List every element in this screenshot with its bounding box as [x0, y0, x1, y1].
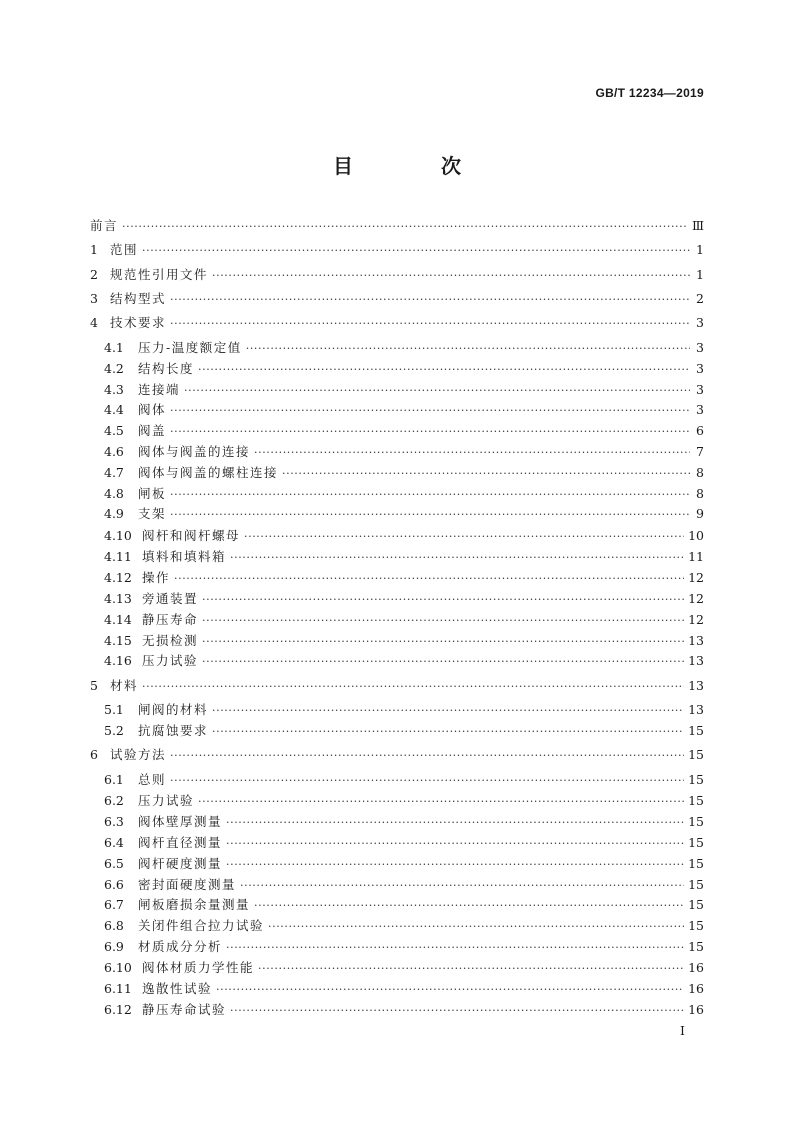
toc-entry-page: 15	[688, 723, 704, 738]
toc-leader-dots	[212, 701, 684, 721]
toc-entry-page: 13	[688, 653, 704, 668]
toc-entry-page: 15	[688, 747, 704, 762]
toc-leader-dots	[170, 314, 690, 334]
toc-leader-dots	[244, 527, 684, 547]
toc-entry-label: 阀杆直径测量	[138, 835, 223, 850]
toc-entry-page: 15	[688, 814, 704, 829]
toc-entry[interactable]	[90, 676, 704, 696]
toc-leader-dots	[122, 217, 688, 237]
toc-entry-page: 15	[688, 939, 704, 954]
toc-leader-dots	[254, 443, 690, 463]
page-title: 目 次	[333, 154, 495, 178]
toc-entry-page: 15	[688, 835, 704, 850]
toc-leader-dots	[170, 746, 684, 766]
toc-entry-number: 4.7	[104, 465, 124, 480]
toc-leader-dots	[240, 876, 684, 896]
toc-entry-page: 8	[696, 465, 704, 480]
toc-entry-number: 4.2	[104, 361, 124, 376]
toc-entry-label: 连接端	[138, 382, 181, 397]
toc-entry[interactable]	[104, 791, 704, 811]
toc-entry-page: 13	[688, 633, 704, 648]
toc-entry[interactable]	[104, 1000, 704, 1020]
toc-entry-label: 静压寿命试验	[142, 1002, 227, 1017]
toc-entry-number: 4.14	[104, 612, 132, 627]
toc-entry-number: 4.4	[104, 402, 124, 417]
toc-leader-dots	[198, 360, 690, 380]
toc-entry[interactable]	[90, 289, 704, 309]
toc-entry-number: 4.8	[104, 486, 124, 501]
toc-entry-number: 4.5	[104, 423, 124, 438]
toc-entry-label: 闸板磨损余量测量	[138, 897, 251, 912]
toc-entry-label: 无损检测	[142, 633, 199, 648]
toc-entry-page: 8	[696, 486, 704, 501]
toc-entry[interactable]	[104, 400, 704, 420]
toc-entry-number: 6.11	[104, 981, 132, 996]
toc-entry-label: 阀体材质力学性能	[142, 960, 255, 975]
toc-entry-label: 技术要求	[110, 315, 167, 330]
toc-entry-label: 逸散性试验	[142, 981, 213, 996]
toc-entry-page: 15	[688, 897, 704, 912]
toc-entry-page: 9	[696, 506, 704, 521]
toc-entry[interactable]	[104, 526, 704, 546]
toc-leader-dots	[202, 632, 684, 652]
toc-entry[interactable]	[104, 504, 704, 524]
toc-entry-number: 5.2	[104, 723, 124, 738]
toc-leader-dots	[212, 722, 684, 742]
toc-entry[interactable]	[104, 589, 704, 609]
toc-leader-dots	[198, 792, 684, 812]
toc-entry-number: 6.9	[104, 939, 124, 954]
toc-entry-label: 操作	[142, 570, 171, 585]
toc-entry-label: 密封面硬度测量	[138, 877, 237, 892]
toc-entry-number: 4.9	[104, 506, 124, 521]
toc-entry-number: 4.13	[104, 591, 132, 606]
toc-leader-dots	[226, 855, 684, 875]
toc-entry[interactable]	[104, 610, 704, 630]
toc-entry-number: 4.3	[104, 382, 124, 397]
toc-entry-number: 5	[90, 678, 98, 693]
toc-entry-page: 1	[696, 267, 704, 282]
toc-entry-label: 关闭件组合拉力试验	[138, 918, 265, 933]
toc-entry-number: 4.11	[104, 549, 132, 564]
toc-entry-label: 前言	[90, 218, 119, 233]
toc-entry-number: 6	[90, 747, 98, 762]
toc-entry-page: 16	[688, 1002, 704, 1017]
toc-leader-dots	[184, 381, 690, 401]
toc-entry[interactable]	[104, 895, 704, 915]
toc-leader-dots	[226, 813, 684, 833]
toc-entry-number: 4.16	[104, 653, 132, 668]
toc-entry-label: 试验方法	[110, 747, 167, 762]
toc-entry-label: 压力-温度额定值	[138, 340, 242, 355]
toc-entry[interactable]	[104, 812, 704, 832]
toc-entry[interactable]	[104, 463, 704, 483]
toc-entry-number: 5.1	[104, 702, 124, 717]
page-number: I	[680, 1023, 685, 1038]
toc-entry-label: 阀杆硬度测量	[138, 856, 223, 871]
toc-entry-label: 范围	[110, 242, 139, 257]
toc-entry-label: 支架	[138, 506, 167, 521]
toc-entry-number: 6.10	[104, 960, 132, 975]
toc-entry-number: 4.10	[104, 528, 132, 543]
toc-leader-dots	[170, 422, 690, 442]
toc-entry-page: 15	[688, 877, 704, 892]
toc-entry-number: 6.4	[104, 835, 124, 850]
toc-entry-page: 3	[696, 315, 704, 330]
toc-leader-dots	[170, 401, 690, 421]
toc-leader-dots	[230, 1001, 684, 1021]
toc-entry-number: 6.5	[104, 856, 124, 871]
toc-entry-number: 6.3	[104, 814, 124, 829]
toc-entry-label: 闸阀的材料	[138, 702, 209, 717]
toc-entry[interactable]	[104, 631, 704, 651]
toc-entry[interactable]	[104, 338, 704, 358]
toc-entry[interactable]	[104, 359, 704, 379]
toc-entry[interactable]	[90, 745, 704, 765]
toc-entry[interactable]	[104, 547, 704, 567]
toc-entry-label: 阀杆和阀杆螺母	[142, 528, 241, 543]
toc-entry[interactable]	[104, 721, 704, 741]
toc-entry-label: 压力试验	[138, 793, 195, 808]
toc-entry-page: 16	[688, 981, 704, 996]
toc-entry[interactable]	[104, 958, 704, 978]
toc-entry-label: 规范性引用文件	[110, 267, 209, 282]
toc-entry[interactable]	[104, 770, 704, 790]
toc-entry[interactable]	[104, 484, 704, 504]
toc-entry-page: 15	[688, 793, 704, 808]
toc-leader-dots	[230, 548, 684, 568]
toc-leader-dots	[170, 505, 690, 525]
toc-entry[interactable]	[104, 875, 704, 895]
toc-entry[interactable]	[104, 833, 704, 853]
toc-entry[interactable]	[104, 700, 704, 720]
toc-entry-label: 阀体	[138, 402, 167, 417]
toc-entry[interactable]	[90, 313, 704, 333]
toc-entry-page: 1	[696, 242, 704, 257]
toc-entry-label: 旁通装置	[142, 591, 199, 606]
toc-leader-dots	[170, 290, 690, 310]
toc-entry-number: 4.15	[104, 633, 132, 648]
toc-leader-dots	[212, 266, 690, 286]
toc-leader-dots	[170, 771, 684, 791]
toc-entry-number: 4.12	[104, 570, 132, 585]
toc-leader-dots	[174, 569, 684, 589]
toc-entry-number: 6.2	[104, 793, 124, 808]
toc-entry[interactable]	[104, 380, 704, 400]
toc-entry-page: 11	[688, 549, 704, 564]
toc-leader-dots	[202, 652, 684, 672]
toc-entry-page: 10	[688, 528, 704, 543]
toc-entry[interactable]	[104, 568, 704, 588]
toc-entry-page: 3	[696, 361, 704, 376]
toc-entry-page: 7	[696, 444, 704, 459]
toc-entry-page: Ⅲ	[691, 218, 704, 233]
toc-entry-page: 12	[688, 612, 704, 627]
toc-entry[interactable]	[104, 979, 704, 999]
toc-entry-label: 材料	[110, 678, 139, 693]
toc-entry-page: 15	[688, 856, 704, 871]
toc-entry-number: 6.6	[104, 877, 124, 892]
toc-entry-label: 总则	[138, 772, 167, 787]
toc-entry-number: 4	[90, 315, 98, 330]
toc-entry-number: 6.7	[104, 897, 124, 912]
toc-leader-dots	[254, 896, 684, 916]
toc-entry-number: 1	[90, 242, 98, 257]
toc-entry[interactable]	[104, 854, 704, 874]
toc-entry-number: 3	[90, 291, 98, 306]
toc-entry-page: 15	[688, 918, 704, 933]
toc-entry-label: 阀体壁厚测量	[138, 814, 223, 829]
toc-entry-label: 阀盖	[138, 423, 167, 438]
toc-entry[interactable]	[104, 916, 704, 936]
toc-entry[interactable]	[104, 651, 704, 671]
toc-entry-label: 填料和填料箱	[142, 549, 227, 564]
toc-entry-label: 静压寿命	[142, 612, 199, 627]
toc-leader-dots	[226, 834, 684, 854]
toc-entry-page: 3	[696, 340, 704, 355]
toc-entry-page: 13	[688, 678, 704, 693]
toc-entry[interactable]	[90, 216, 704, 236]
toc-entry[interactable]	[104, 421, 704, 441]
toc-entry-label: 压力试验	[142, 653, 199, 668]
toc-entry-label: 阀体与阀盖的连接	[138, 444, 251, 459]
toc-leader-dots	[246, 339, 690, 359]
toc-entry-label: 结构长度	[138, 361, 195, 376]
toc-entry-page: 15	[688, 772, 704, 787]
toc-entry-label: 阀体与阀盖的螺柱连接	[138, 465, 279, 480]
toc-entry-page: 6	[696, 423, 704, 438]
toc-entry-page: 2	[696, 291, 704, 306]
toc-entry-page: 12	[688, 570, 704, 585]
toc-leader-dots	[268, 917, 684, 937]
toc-leader-dots	[226, 938, 684, 958]
toc-entry[interactable]	[90, 240, 704, 260]
toc-entry-number: 4.1	[104, 340, 124, 355]
toc-entry-number: 6.12	[104, 1002, 132, 1017]
toc-leader-dots	[202, 611, 684, 631]
toc-entry-page: 3	[696, 382, 704, 397]
toc-entry-label: 材质成分分析	[138, 939, 223, 954]
standard-code: GB/T 12234—2019	[595, 86, 704, 100]
toc-leader-dots	[142, 241, 690, 261]
toc-entry-page: 16	[688, 960, 704, 975]
toc-entry-page: 3	[696, 402, 704, 417]
toc-entry[interactable]	[104, 937, 704, 957]
toc-entry-number: 6.8	[104, 918, 124, 933]
toc-leader-dots	[202, 590, 684, 610]
toc-leader-dots	[142, 677, 684, 697]
toc-entry-page: 12	[688, 591, 704, 606]
toc-entry-label: 闸板	[138, 486, 167, 501]
toc-leader-dots	[170, 485, 690, 505]
toc-entry-label: 抗腐蚀要求	[138, 723, 209, 738]
toc-leader-dots	[258, 959, 684, 979]
toc-entry-number: 4.6	[104, 444, 124, 459]
toc-entry-label: 结构型式	[110, 291, 167, 306]
toc-entry-number: 6.1	[104, 772, 124, 787]
toc-entry-page: 13	[688, 702, 704, 717]
toc-entry[interactable]	[90, 265, 704, 285]
toc-leader-dots	[216, 980, 684, 1000]
toc-entry[interactable]	[104, 442, 704, 462]
toc-entry-number: 2	[90, 267, 98, 282]
toc-leader-dots	[282, 464, 690, 484]
